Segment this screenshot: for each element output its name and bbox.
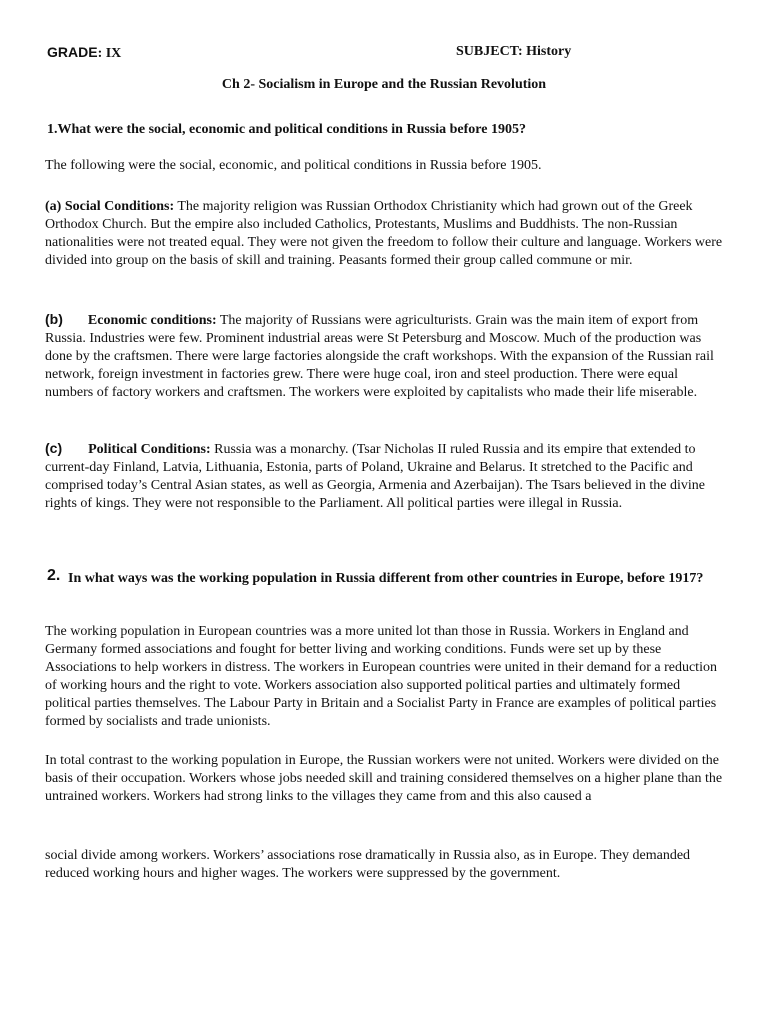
- economic-conditions-paragraph: [45, 310, 725, 402]
- q2-paragraph-2: In total contrast to the working population in Europe, the Russian workers were not united. Workers were divided on the basis of their occupation. Workers whose jobs needed skill and training considered themselves on a higher plane than the untrained workers. Workers had strong links to the villages they came from and this also caused a: [45, 753, 723, 804]
- social-conditions-paragraph: [45, 198, 725, 270]
- grade-heading: [47, 44, 121, 62]
- economic-conditions-label: Economic conditions:: [87, 313, 217, 328]
- political-conditions-paragraph: [45, 439, 725, 513]
- grade-label: GRADE: [47, 44, 98, 60]
- q1-intro: The following were the social, economic, and political conditions in Russia before 1905.: [45, 158, 542, 173]
- economic-conditions-text: The majority of Russians were agriculturists. Grain was the main item of export from Russia. Industries were few. Prominent industrial areas were St Petersburg and Moscow. Much of the production was done by the craftsmen. There were large factories alongside the craft workshops. With the expansion of the Russian rail network, foreign investment in factories grew. There were huge coal, iron and steel production. There were equal numbers of factory workers and craftsmen. The workers were exploited by capitalists who made their life miserable.: [45, 313, 714, 400]
- question-2-number: 2.: [47, 567, 61, 584]
- political-conditions-text: Russia was a monarchy. (Tsar Nicholas II ruled Russia and its empire that extended to current-day Finland, Latvia, Lithuania, Estonia, parts of Poland, Ukraine and Belarus. It stretched to the Pacific and comprised today’s Central Asian states, as well as Georgia, Armenia and Azerbaijan). The Tsars believed in the divine rights of kings. They were not responsible to the Parliament. All political parties were illegal in Russia.: [45, 442, 705, 511]
- q2-paragraph-1: The working population in European countries was a more united lot than those in Russia. Workers in England and Germany formed associations and fought for better living and working conditions. Funds were set up by these Associations to help workers in distress. The workers in European countries were united in their demand for a reduction of working hours and the right to vote. Workers association also supported political parties and ultimately formed political parties themselves. The Labour Party in Britain and a Socialist Party in France are examples of political parties formed by socialists and trade unionists.: [45, 624, 717, 729]
- political-conditions-label: Political Conditions:: [88, 442, 211, 457]
- political-marker: (c): [45, 440, 63, 456]
- chapter-title: Ch 2- Socialism in Europe and the Russian Revolution: [221, 77, 547, 92]
- q2-paragraph-3: social divide among workers. Workers’ associations rose dramatically in Russia also, as in Europe. They demanded reduced working hours and higher wages. The workers were suppressed by the government.: [45, 848, 691, 881]
- question-2-text: In what ways was the working population in Russia different from other countries in Europe, before 1917?: [68, 571, 704, 586]
- subject-heading: SUBJECT: History: [456, 44, 572, 59]
- social-conditions-label: (a) Social Conditions:: [45, 199, 175, 214]
- social-conditions-text: The majority religion was Russian Orthodox Christianity which had grown out of the Greek Orthodox Church. But the empire also included Catholics, Protestants, Muslims and Buddhists. The non-Russian nationalities were not treated equal. They were not given the freedom to follow their culture and language. Workers were divided into group on the basis of skill and training. Peasants formed their group called commune or mir.: [45, 199, 723, 268]
- grade-value: : IX: [97, 46, 122, 61]
- economic-marker: (b): [45, 311, 63, 327]
- question-1: 1.What were the social, economic and political conditions in Russia before 1905?: [47, 122, 526, 137]
